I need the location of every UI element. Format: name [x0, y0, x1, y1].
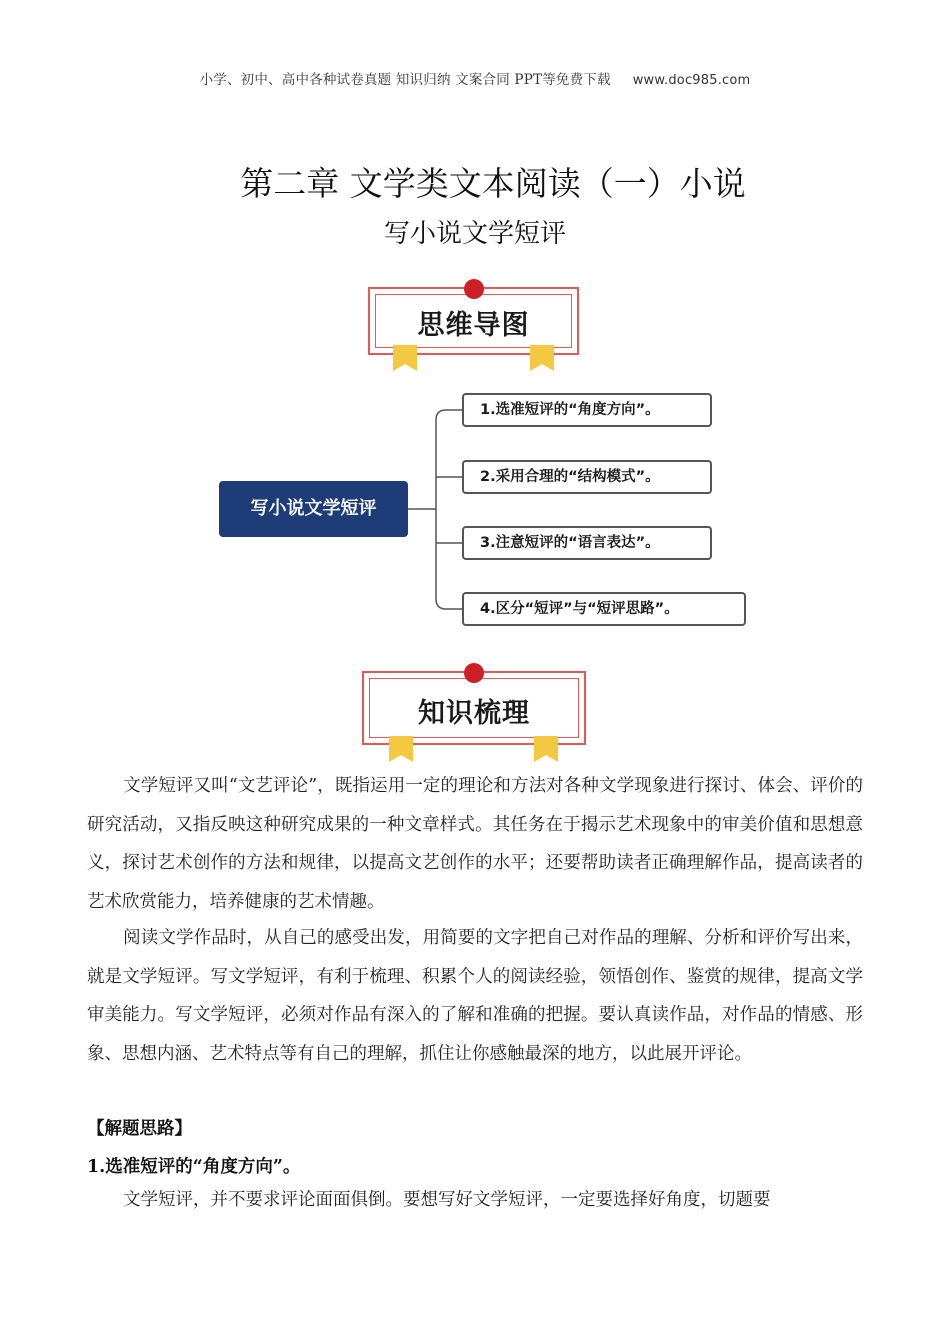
chapter-title: 第二章 文学类文本阅读（一）小说	[240, 164, 746, 203]
mindmap-central-node: 写小说文学短评	[219, 481, 408, 537]
paragraph	[87, 767, 863, 921]
paragraph-text: 文学短评，并不要求评论面面俱倒。要想写好文学短评，一定要选择好角度，切题要	[123, 1190, 771, 1210]
mindmap-branch: 1.选准短评的“角度方向”。	[462, 393, 712, 427]
knowledge-badge	[362, 671, 586, 747]
paragraph-text: 文学短评又叫“文艺评论”，既指运用一定的理论和方法对各种文学现象进行探讨、体会、评价的研究活动，又指反映这种研究成果的一种文章样式。其任务在于揭示艺术现象中的审美价值和思想意义，探讨艺术创作的方法和规律，以提高文艺创作的水平；还要帮助读者正确理解作品，提高读者的艺术欣赏能力，培养健康的艺术情趣。	[87, 776, 863, 912]
header-text: 小学、初中、高中各种试卷真题 知识归纳 文案合同 PPT等免费下载	[199, 72, 611, 88]
header-url[interactable]: www.doc985.com	[632, 73, 751, 88]
section-heading: 【解题思路】	[87, 1119, 192, 1139]
paragraph	[87, 1181, 863, 1220]
paragraph	[87, 919, 863, 1073]
point-heading: 1.选准短评的“角度方向”。	[87, 1157, 301, 1177]
mindmap-branch: 3.注意短评的“语言表达”。	[462, 526, 712, 560]
mindmap-branch: 2.采用合理的“结构模式”。	[462, 460, 712, 494]
knowledge-badge-label: 知识梳理	[418, 698, 530, 729]
paragraph-text: 阅读文学作品时，从自己的感受出发，用简要的文字把自己对作品的理解、分析和评价写出来，就是文学短评。写文学短评，有利于梳理、积累个人的阅读经验，领悟创作、鉴赏的规律，提高文学审美能力。写文学短评，必须对作品有深入的了解和准确的把握。要认真读作品，对作品的情感、形象、思想内涵、艺术特点等有自己的理解，抓住让你感触最深的地方，以此展开评论。	[87, 928, 863, 1064]
mindmap-branch: 4.区分“短评”与“短评思路”。	[462, 592, 746, 626]
badge-dot-icon	[464, 663, 484, 683]
ribbon-icon	[389, 736, 413, 762]
chapter-subtitle: 写小说文学短评	[383, 219, 566, 249]
mindmap-badge-label: 思维导图	[417, 310, 530, 341]
ribbon-icon	[534, 736, 558, 762]
